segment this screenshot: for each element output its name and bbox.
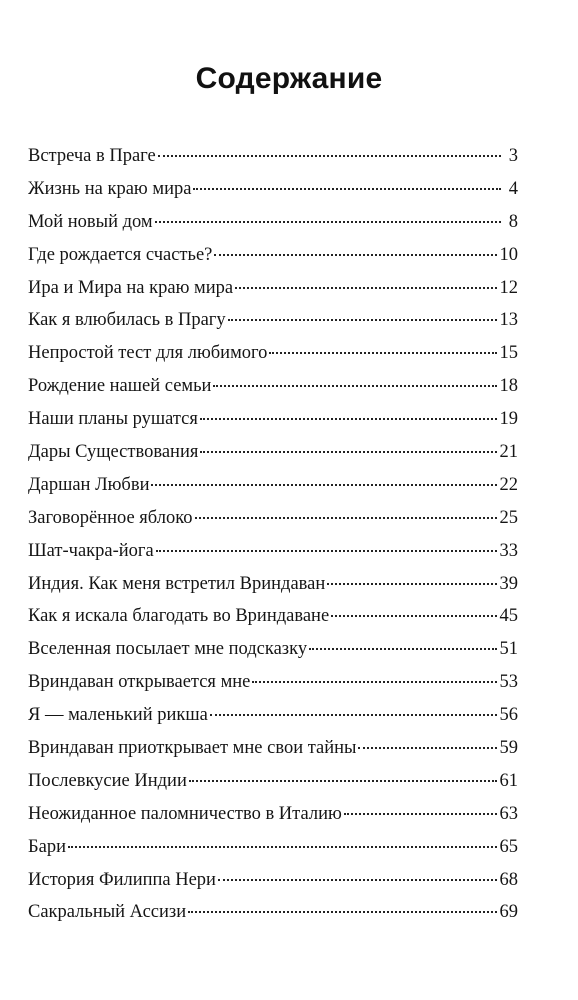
dot-leader xyxy=(193,188,501,190)
dot-leader xyxy=(358,747,496,749)
dot-leader xyxy=(269,352,496,354)
toc-entry xyxy=(28,508,518,541)
toc-entry-page-number: 8 xyxy=(508,211,518,232)
dot-leader xyxy=(331,615,496,617)
toc-entry xyxy=(28,409,518,442)
dot-leader xyxy=(309,648,496,650)
toc-entry-title: Рождение нашей семьи xyxy=(28,376,212,397)
toc-entry xyxy=(28,639,518,672)
dot-leader xyxy=(189,780,497,782)
toc-entry-page-number: 56 xyxy=(499,705,518,726)
toc-entry-page-number: 69 xyxy=(499,902,518,923)
toc-entry-title: Наши планы рушатся xyxy=(28,409,198,430)
toc-entry-page-number: 53 xyxy=(499,672,518,693)
toc-entry xyxy=(28,705,518,738)
dot-leader xyxy=(155,221,501,223)
toc-entry xyxy=(28,738,518,771)
toc-entry-page-number: 45 xyxy=(499,606,518,627)
dot-leader xyxy=(195,517,497,519)
dot-leader xyxy=(344,813,497,815)
dot-leader xyxy=(188,911,496,913)
dot-leader xyxy=(156,550,497,552)
toc-entry-title: Ира и Мира на краю мира xyxy=(28,277,234,298)
toc-entry xyxy=(28,310,518,343)
toc-entry-page-number: 65 xyxy=(499,836,518,857)
dot-leader xyxy=(200,451,496,453)
toc-entry-title: Вриндаван открывается мне xyxy=(28,672,251,693)
toc-entry xyxy=(28,278,518,311)
toc-entry-title: Жизнь на краю мира xyxy=(28,178,192,199)
dot-leader xyxy=(327,583,496,585)
toc-entry-page-number: 22 xyxy=(499,474,518,495)
toc-entry-title: Как я влюбилась в Прагу xyxy=(28,310,226,331)
toc-entry xyxy=(28,442,518,475)
toc-entry-page-number: 63 xyxy=(499,803,518,824)
toc-entry xyxy=(28,804,518,837)
toc-entry xyxy=(28,245,518,278)
toc-entry-title: Вселенная посылает мне подсказку xyxy=(28,639,308,660)
toc-entry-page-number: 19 xyxy=(499,409,518,430)
toc-entry xyxy=(28,902,518,935)
toc-entry-title: Индия. Как меня встретил Вриндаван xyxy=(28,573,326,594)
toc-entry xyxy=(28,212,518,245)
dot-leader xyxy=(228,319,497,321)
toc-entry xyxy=(28,376,518,409)
dot-leader xyxy=(158,155,501,157)
toc-entry-page-number: 4 xyxy=(508,178,518,199)
toc-entry-page-number: 61 xyxy=(499,770,518,791)
toc-entry-title: Шат-чакра-йога xyxy=(28,540,154,561)
toc-entry-page-number: 39 xyxy=(499,573,518,594)
toc-entry xyxy=(28,343,518,376)
dot-leader xyxy=(213,385,496,387)
toc-entry-page-number: 15 xyxy=(499,343,518,364)
toc-entry-page-number: 33 xyxy=(499,540,518,561)
toc-entry-page-number: 18 xyxy=(499,376,518,397)
toc-entry xyxy=(28,606,518,639)
toc-entry xyxy=(28,672,518,705)
toc-entry-title: Дары Существования xyxy=(28,442,199,463)
toc-entry-title: История Филиппа Нери xyxy=(28,869,216,890)
toc-entry-title: Заговорённое яблоко xyxy=(28,507,193,528)
toc-entry-page-number: 25 xyxy=(499,507,518,528)
dot-leader xyxy=(235,287,496,289)
toc-entry xyxy=(28,837,518,870)
dot-leader xyxy=(151,484,496,486)
toc-entry-page-number: 3 xyxy=(508,146,518,166)
toc-entry-title: Послевкусие Индии xyxy=(28,770,187,791)
table-of-contents xyxy=(28,146,518,935)
toc-entry-page-number: 68 xyxy=(499,869,518,890)
toc-entry-title: Даршан Любви xyxy=(28,474,150,495)
toc-entry-title: Мой новый дом xyxy=(28,211,153,232)
dot-leader xyxy=(214,254,496,256)
toc-entry-title: Я — маленький рикша xyxy=(28,705,208,726)
toc-entry xyxy=(28,541,518,574)
toc-entry xyxy=(28,179,518,212)
toc-entry-page-number: 51 xyxy=(499,639,518,660)
toc-entry-title: Встреча в Праге xyxy=(28,146,156,166)
dot-leader xyxy=(200,418,497,420)
toc-entry-page-number: 13 xyxy=(499,310,518,331)
page-title: Содержание xyxy=(195,62,383,95)
toc-entry-page-number: 21 xyxy=(499,442,518,463)
toc-entry-page-number: 59 xyxy=(499,738,518,759)
toc-entry xyxy=(28,574,518,607)
toc-entry-page-number: 10 xyxy=(499,244,518,265)
toc-entry-title: Непростой тест для любимого xyxy=(28,343,268,364)
dot-leader xyxy=(252,681,496,683)
toc-entry xyxy=(28,146,518,179)
toc-entry-title: Неожиданное паломничество в Италию xyxy=(28,803,342,824)
toc-entry-page-number: 12 xyxy=(499,277,518,298)
dot-leader xyxy=(210,714,497,716)
toc-entry-title: Бари xyxy=(28,836,66,857)
toc-entry-title: Где рождается счастье? xyxy=(28,244,213,265)
toc-entry-title: Как я искала благодать во Вриндаване xyxy=(28,606,330,627)
toc-entry-title: Сакральный Ассизи xyxy=(28,902,187,923)
toc-entry xyxy=(28,771,518,804)
toc-entry xyxy=(28,870,518,903)
toc-entry xyxy=(28,475,518,508)
dot-leader xyxy=(218,879,497,881)
toc-entry-title: Вриндаван приоткрывает мне свои тайны xyxy=(28,738,357,759)
dot-leader xyxy=(68,846,497,848)
